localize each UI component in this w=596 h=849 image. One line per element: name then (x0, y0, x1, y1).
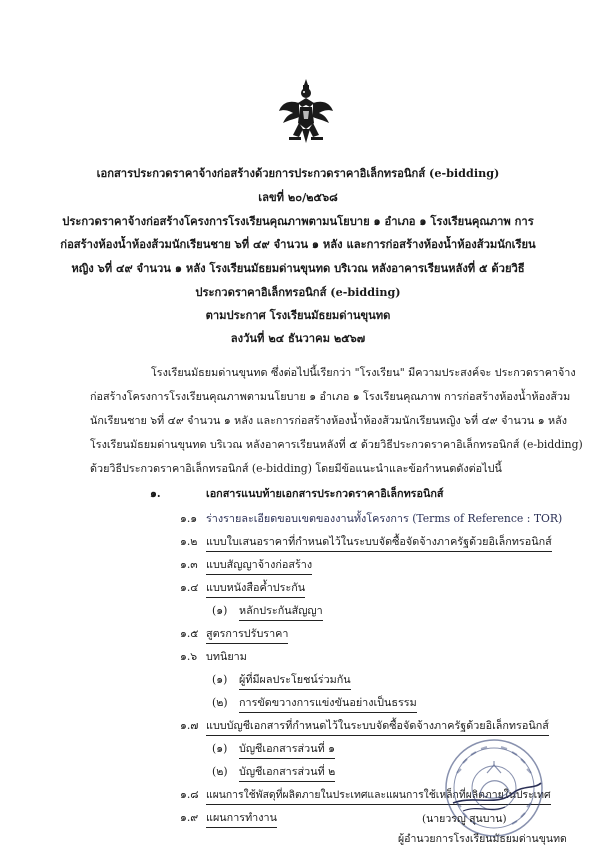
attachment-item: แบบสัญญาจ้างก่อสร้าง (206, 556, 312, 575)
attachment-item: ร่างรายละเอียดขอบเขตของงานทั้งโครงการ (Terms of Reference : TOR) (206, 512, 563, 525)
item-number: ๑.๓ (180, 558, 198, 571)
section-number: ๑. (150, 487, 161, 500)
sub-item-number: (๑) (212, 742, 228, 755)
date-line: ลงวันที่ ๒๔ ธันวาคม ๒๕๖๗ (230, 331, 366, 345)
paragraph-line: นักเรียนชาย ๖ที่ ๔๙ จำนวน ๑ หลัง และการก่อสร้างห้องน้ำห้องส้วมนักเรียนหญิง ๖ที่ ๔๙ จำนวน ๑ หลัง (90, 414, 568, 427)
project-title-line4: ประกวดราคาอิเล็กทรอนิกส์ (e-bidding) (195, 285, 401, 299)
signer-position: ผู้อำนวยการโรงเรียนมัธยมด่านขุนทด (398, 833, 567, 845)
project-title-line1: ประกวดราคาจ้างก่อสร้างโครงการโรงเรียนคุณภาพตามนโยบาย ๑ อำเภอ ๑ โรงเรียนคุณภาพ การ (62, 214, 534, 228)
announcement-line: ตามประกาศ โรงเรียนมัธยมด่านขุนทด (205, 308, 391, 322)
attachment-item: บทนิยาม (206, 650, 247, 663)
item-number: ๑.๘ (180, 788, 199, 801)
sub-item: หลักประกันสัญญา (239, 602, 323, 621)
item-number: ๑.๒ (180, 535, 198, 548)
item-number: ๑.๙ (180, 811, 199, 824)
project-title-line2: ก่อสร้างห้องน้ำห้องส้วมนักเรียนชาย ๖ที่ ๔๙ จำนวน ๑ หลัง และการก่อสร้างห้องน้ำห้องส้วมนักเรียน (60, 237, 536, 251)
garuda-emblem-icon (277, 77, 335, 145)
sub-item-number: (๑) (212, 604, 228, 617)
doc-number: เลขที่ ๒๐/๒๕๖๘ (258, 190, 338, 204)
paragraph-line: ก่อสร้างโครงการโรงเรียนคุณภาพตามนโยบาย ๑ อำเภอ ๑ โรงเรียนคุณภาพ การก่อสร้างห้องน้ำห้องส้วม (90, 390, 571, 403)
item-number: ๑.๗ (180, 719, 199, 732)
project-title-line3: หญิง ๖ที่ ๔๙ จำนวน ๑ หลัง โรงเรียนมัธยมด่านขุนทด บริเวณ หลังอาคารเรียนหลังที่ ๕ ด้วยวิธี (71, 261, 525, 275)
sub-item-number: (๑) (212, 673, 228, 686)
paragraph-line: ด้วยวิธีประกวดราคาอิเล็กทรอนิกส์ (e-bidding) โดยมีข้อแนะนำและข้อกำหนดดังต่อไปนี้ (90, 462, 502, 475)
attachment-item: แบบหนังสือค้ำประกัน (206, 579, 305, 598)
sub-item: บัญชีเอกสารส่วนที่ ๑ (239, 740, 335, 759)
section-title: เอกสารแนบท้ายเอกสารประกวดราคาอิเล็กทรอนิกส์ (206, 487, 444, 500)
paragraph-line: โรงเรียนมัธยมด่านขุนทด ซึ่งต่อไปนี้เรียกว่า "โรงเรียน" มีความประสงค์จะ ประกวดราคาจ้าง (151, 366, 576, 379)
item-number: ๑.๑ (180, 512, 198, 525)
doc-title: เอกสารประกวดราคาจ้างก่อสร้างด้วยการประกวดราคาอิเล็กทรอนิกส์ (e-bidding) (96, 166, 500, 180)
item-number: ๑.๖ (180, 650, 198, 663)
paragraph-line: โรงเรียนมัธยมด่านขุนทด บริเวณ หลังอาคารเรียนหลังที่ ๕ ด้วยวิธีประกวดราคาอิเล็กทรอนิกส์ (e-bidding) (90, 438, 583, 451)
sub-item-number: (๒) (212, 696, 228, 709)
sub-item-number: (๒) (212, 765, 228, 778)
attachment-item: สูตรการปรับราคา (206, 625, 288, 644)
item-number: ๑.๕ (180, 627, 199, 640)
attachment-item: แบบบัญชีเอกสารที่กำหนดไว้ในระบบจัดซื้อจัดจ้างภาครัฐด้วยอิเล็กทรอนิกส์ (206, 717, 549, 736)
sub-item: บัญชีเอกสารส่วนที่ ๒ (239, 763, 335, 782)
signer-name: (นายวรญู สุนบาน) (422, 813, 507, 825)
sub-item: ผู้ที่มีผลประโยชน์ร่วมกัน (239, 671, 351, 690)
sub-item: การขัดขวางการแข่งขันอย่างเป็นธรรม (239, 694, 417, 713)
attachment-item: แผนการทำงาน (206, 809, 277, 828)
attachment-item: แบบใบเสนอราคาที่กำหนดไว้ในระบบจัดซื้อจัดจ้างภาครัฐด้วยอิเล็กทรอนิกส์ (206, 533, 552, 552)
item-number: ๑.๔ (180, 581, 199, 594)
attachment-item: แผนการใช้พัสดุที่ผลิตภายในประเทศและแผนการใช้เหล็กที่ผลิตภายในประเทศ (206, 786, 551, 805)
